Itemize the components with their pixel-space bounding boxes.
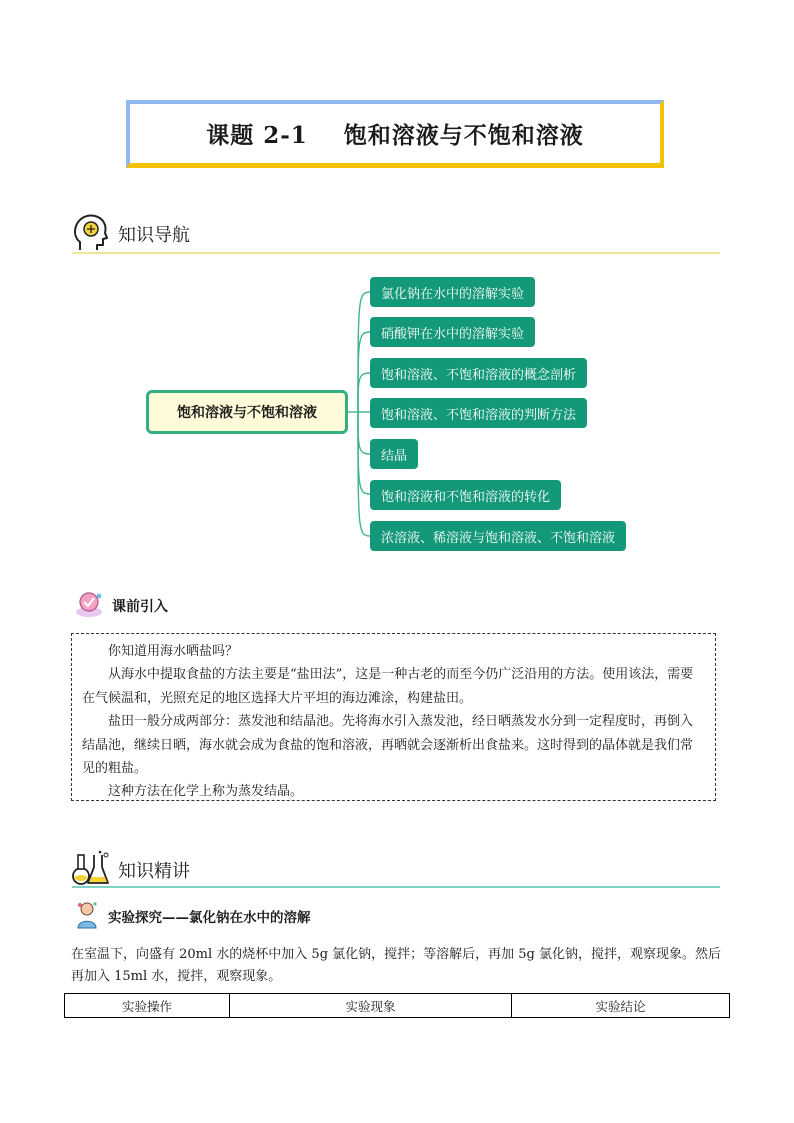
page-title: 课题 2-1 饱和溶液与不饱和溶液 bbox=[206, 122, 584, 149]
intro-paragraph: 盐田一般分成两部分：蒸发池和结晶池。先将海水引入蒸发池，经日晒蒸发水分到一定程度时，再倒入结晶池，继续日晒，海水就会成为食盐的饱和溶液，再晒就会逐渐析出食盐来。这时得到的晶体就是我们常见的粗盐。 bbox=[82, 714, 694, 777]
mindmap-branch-1: 氯化钠在水中的溶解实验 bbox=[370, 277, 535, 307]
intro-box bbox=[71, 633, 716, 801]
nav-section-icon bbox=[72, 212, 110, 252]
mindmap-branch-7: 浓溶液、稀溶液与饱和溶液、不饱和溶液 bbox=[370, 521, 626, 551]
section-title-intro: 课前引入 bbox=[112, 599, 168, 615]
lecture-section-icon bbox=[70, 849, 112, 887]
intro-section-icon bbox=[73, 590, 105, 618]
mindmap-branch-4: 饱和溶液、不饱和溶液的判断方法 bbox=[370, 398, 587, 428]
table-header-operation: 实验操作 bbox=[65, 994, 230, 1018]
section-title-nav: 知识导航 bbox=[118, 225, 190, 246]
table-header-conclusion: 实验结论 bbox=[512, 994, 730, 1018]
mindmap-branch-6: 饱和溶液和不饱和溶液的转化 bbox=[370, 480, 561, 510]
table-header-row bbox=[65, 994, 730, 1018]
intro-paragraph: 你知道用海水晒盐吗？ bbox=[108, 644, 239, 659]
mindmap-branch-2: 硝酸钾在水中的溶解实验 bbox=[370, 317, 535, 347]
title-banner bbox=[126, 100, 664, 168]
experiment-title: 实验探究——氯化钠在水中的溶解 bbox=[108, 910, 311, 926]
section-title-lecture: 知识精讲 bbox=[118, 861, 190, 882]
intro-paragraph: 这种方法在化学上称为蒸发结晶。 bbox=[108, 784, 304, 800]
mindmap-branch-3: 饱和溶液、不饱和溶液的概念剖析 bbox=[370, 358, 587, 388]
mindmap-root: 饱和溶液与不饱和溶液 bbox=[146, 390, 348, 434]
experiment-table bbox=[64, 993, 730, 1018]
mindmap-branch-5: 结晶 bbox=[370, 439, 418, 469]
nav-divider bbox=[72, 252, 720, 254]
lecture-divider bbox=[72, 886, 720, 888]
experiment-icon bbox=[75, 901, 99, 929]
intro-paragraph: 从海水中提取食盐的方法主要是“盐田法”，这是一种古老的而至今仍广泛沿用的方法。使用该法，需要在气候温和，光照充足的地区选择大片平坦的海边滩涂，构建盐田。 bbox=[82, 667, 694, 706]
table-header-phenomenon: 实验现象 bbox=[230, 994, 512, 1018]
experiment-description: 在室温下，向盛有 20ml 水的烧杯中加入 5g 氯化钠，搅拌；等溶解后，再加 5g 氯化钠，搅拌，观察现象。然后再加入 15ml 水，搅拌，观察现象。 bbox=[71, 947, 722, 984]
